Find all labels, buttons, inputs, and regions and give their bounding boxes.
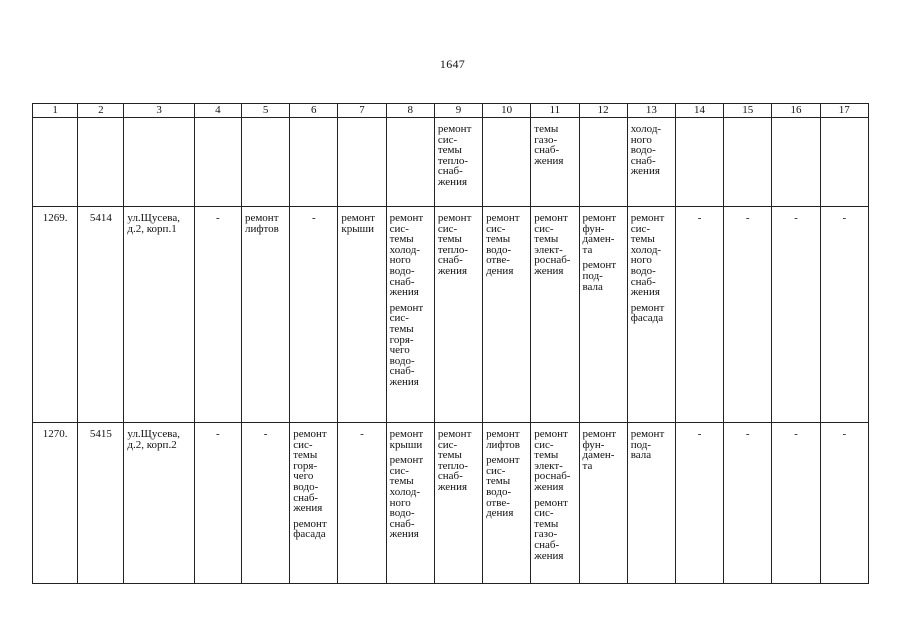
work-item-line: холод- [389,243,420,256]
work-item-line: газо- [534,528,558,541]
address-cell [124,207,194,423]
work-item-line: вала [630,449,652,462]
work-item-line: тепло- [437,243,469,256]
work-item-line: водо- [630,144,656,157]
dash: - [794,428,798,440]
column-header: 2 [78,104,124,118]
work-item-line: крыши [389,438,423,451]
work-item [631,213,673,298]
continuation-cell-12 [579,118,627,207]
column-header: 8 [386,104,434,118]
work-item-line: сис- [437,438,458,451]
work-cell-6 [290,207,338,423]
column-header: 14 [675,104,723,118]
continuation-cell-3 [124,118,194,207]
work-item [438,213,480,277]
work-item-line: лифтов [244,222,279,235]
work-item-line: жения [534,549,564,562]
work-item-line: дения [486,264,514,277]
work-item-line: сис- [389,312,409,325]
work-item-line: ного [389,254,411,267]
repair-register-table [32,103,869,584]
column-header: 9 [434,104,482,118]
work-item-line: темы [437,449,462,462]
dash: - [360,428,364,440]
work-item-line: сис- [437,222,458,235]
work-item-line: жения [389,286,419,299]
work-item-line: снаб- [389,365,415,378]
work-item [631,303,673,324]
work-item-line: крыши [341,222,374,235]
work-item-line: ремонт [630,428,665,440]
column-header: 4 [194,104,241,118]
dash: - [745,212,750,224]
column-header: 10 [483,104,531,118]
work-item [486,455,528,519]
work-item-line: жения [437,480,468,493]
work-item-line: темы [534,449,559,462]
work-item-line: темы [534,123,559,135]
work-item-line: ремонт [486,212,520,224]
work-item [390,213,432,298]
work-item-line: темы [389,233,414,246]
continuation-cell-4 [194,118,241,207]
continuation-cell-16 [772,118,820,207]
work-cell-11 [531,207,579,423]
work-item-line: чего [293,470,314,483]
work-item-line: снаб- [437,254,463,267]
work-item [583,213,625,255]
work-item [341,213,383,234]
work-item-line: сис- [630,222,651,235]
work-item-line: жения [389,375,419,388]
work-item-line: снаб- [630,154,656,167]
work-item-line: сис- [486,222,506,235]
work-item-line: ремонт [582,259,617,272]
work-item-line: жения [534,480,564,493]
work-item-line: темы [486,475,511,488]
row-number-cell [33,207,78,423]
work-item-line: водо- [630,264,656,277]
column-header: 3 [124,104,194,118]
work-item-line: ремонт [630,301,665,314]
work-item-line: жения [437,264,468,277]
work-item-line: ремонт [244,212,279,224]
continuation-cell-8 [386,118,434,207]
work-cell-16 [772,423,820,584]
row-number: 1269. [42,212,68,224]
work-item-line: элект- [534,459,563,472]
work-item-line: жения [630,286,660,299]
work-cell-14 [675,207,723,423]
work-item-line: снаб- [534,144,560,157]
work-item-line: отве- [486,496,510,509]
work-item [631,429,673,461]
work-cell-9 [434,423,482,584]
continuation-cell-7 [338,118,386,207]
work-item-line: снаб- [630,275,656,288]
column-header: 11 [531,104,579,118]
work-item-line: ремонт [341,212,375,224]
work-item-line: темы [293,449,318,462]
continuation-cell-1 [33,118,78,207]
page-number: 1647 [439,57,466,71]
work-item [583,260,625,292]
work-item-line: ного [389,496,411,509]
work-cell-16 [772,207,820,423]
address-line: д.2, корп.1 [127,222,177,235]
work-cell-13 [627,423,675,584]
work-item-line: сис- [293,438,313,451]
work-cell-9 [434,207,482,423]
work-item-line: ного [630,133,652,146]
work-item-line: ремонт [389,428,424,440]
dash: - [216,212,220,224]
object-code: 5415 [89,428,112,440]
work-item-line: ремонт [534,428,568,440]
work-item-line: фун- [582,438,605,451]
work-item-line: ремонт [486,428,520,440]
work-item-line: роснаб- [534,470,571,483]
work-item-line: водо- [486,243,512,256]
work-item-line: та [582,459,593,472]
work-item-line: дамен- [582,449,615,462]
work-item-line: под- [582,269,603,282]
work-item [390,429,432,450]
work-item-line: ремонт [437,123,472,135]
work-item-line: темы [437,233,462,246]
work-item-line: фун- [582,222,605,235]
work-cell-17 [820,207,868,423]
work-item-line: ремонт [389,301,424,314]
work-item-line: дамен- [582,233,615,246]
address-line: д.2, корп.2 [127,438,177,451]
continuation-cell-17 [820,118,868,207]
work-item-line: жения [437,175,468,188]
work-item-line: ного [630,254,652,267]
work-item-line: тепло- [437,459,469,472]
table-row [33,423,869,584]
work-item-line: горя- [389,333,414,346]
work-item-line: снаб- [437,165,463,178]
work-item-line: лифтов [486,438,520,451]
column-header: 1 [33,104,78,118]
work-item-line: снаб- [437,470,463,483]
dash: - [794,212,798,224]
work-item-line: сис- [534,507,554,520]
continuation-cell-9 [434,118,482,207]
work-item [534,498,576,562]
work-cell-15 [724,423,772,584]
work-item-line: жения [389,528,419,541]
work-cell-5 [241,423,289,584]
work-item-line: водо- [389,264,415,277]
work-cell-7 [338,423,386,584]
work-item-line: водо- [389,507,415,520]
work-item-line: ремонт [630,212,665,224]
work-item-line: темы [389,475,414,488]
work-item-line: ремонт [293,428,327,440]
continuation-cell-10 [483,118,531,207]
work-item [486,429,528,450]
work-cell-6 [290,423,338,584]
column-number-row [33,104,869,118]
column-header: 6 [290,104,338,118]
work-item [534,429,576,493]
continuation-cell-14 [675,118,723,207]
work-item-line: темы [630,233,655,246]
column-header: 7 [338,104,386,118]
continuation-cell-6 [290,118,338,207]
work-item-line: тепло- [437,154,469,167]
continuation-cell-13 [627,118,675,207]
continuation-cell-15 [724,118,772,207]
column-header: 13 [627,104,675,118]
dash: - [745,428,750,440]
work-cell-10 [483,423,531,584]
work-item-line: водо- [293,480,319,493]
work-item [438,124,480,188]
work-item-line: жения [630,165,660,178]
work-item-line: темы [389,322,414,335]
work-item-line: элект- [534,243,563,256]
work-cell-12 [579,423,627,584]
work-item [534,213,576,277]
work-item-line: темы [534,517,559,530]
row-number-cell [33,423,78,584]
dash: - [842,428,847,440]
work-item-line: сис- [389,222,409,235]
continuation-row [33,118,869,207]
work-item-line: темы [437,144,462,157]
work-item [583,429,625,471]
work-item-line: снаб- [389,517,415,530]
work-item-line: водо- [486,485,512,498]
work-item-line: снаб- [534,538,560,551]
object-code: 5414 [89,212,112,224]
continuation-cell-11 [531,118,579,207]
work-item [534,124,576,166]
work-item-line: сис- [534,222,554,235]
work-item-line: сис- [534,438,554,451]
object-code-cell [78,423,124,584]
work-item [438,429,480,493]
work-item-line: ремонт [389,212,424,224]
work-cell-17 [820,423,868,584]
column-header: 5 [241,104,289,118]
work-item [245,213,287,234]
column-header: 17 [820,104,868,118]
work-item-line: темы [486,233,511,246]
work-item-line: ремонт [534,496,568,509]
work-item-line: ремонт [486,454,520,467]
work-item-line: сис- [437,133,458,146]
work-item-line: ремонт [293,517,327,530]
work-item-line: водо- [389,354,415,367]
dash: - [216,428,220,440]
continuation-cell-5 [241,118,289,207]
dash: - [311,212,316,224]
work-item-line: газо- [534,133,558,146]
table-row [33,207,869,423]
column-header: 15 [724,104,772,118]
work-item-line: та [582,243,593,256]
work-item [390,455,432,540]
work-cell-13 [627,207,675,423]
work-item-line: жения [534,264,564,277]
row-number: 1270. [42,428,68,440]
address-cell [124,423,194,584]
continuation-cell-2 [78,118,124,207]
work-cell-7 [338,207,386,423]
work-item-line: фасада [293,528,326,541]
work-cell-5 [241,207,289,423]
work-item-line: снаб- [389,275,415,288]
work-item-line: холод- [630,243,662,256]
work-item-line: снаб- [293,491,319,504]
work-item-line: чего [389,344,410,357]
work-cell-15 [724,207,772,423]
column-header: 12 [579,104,627,118]
address-line: ул.Щусева, [127,428,180,440]
work-item-line: ремонт [389,454,424,467]
work-cell-4 [194,207,241,423]
work-item-line: горя- [293,459,318,472]
work-item-line: сис- [389,464,409,477]
work-item-line: ремонт [582,428,617,440]
work-item-line: темы [534,233,559,246]
work-cell-14 [675,423,723,584]
work-cell-12 [579,207,627,423]
work-item [631,124,673,177]
work-cell-4 [194,423,241,584]
work-item-line: холод- [630,123,662,135]
work-item-line: роснаб- [534,254,571,267]
work-item [390,303,432,388]
work-item-line: вала [582,280,603,293]
work-item-line: жения [293,502,323,515]
work-cell-10 [483,207,531,423]
address-line: ул.Щусева, [127,212,180,224]
work-item-line: ремонт [437,428,472,440]
work-item [293,519,335,540]
work-item-line: под- [630,438,652,451]
work-item-line: отве- [486,254,510,267]
work-item [293,429,335,514]
dash: - [697,212,702,224]
work-item-line: сис- [486,464,506,477]
dash: - [263,428,268,440]
work-cell-8 [386,423,434,584]
work-item-line: ремонт [534,212,568,224]
work-item-line: холод- [389,485,420,498]
work-item-line: ремонт [582,212,617,224]
work-cell-11 [531,423,579,584]
work-item [486,213,528,277]
work-item-line: дения [486,507,514,520]
work-item-line: ремонт [437,212,472,224]
column-header: 16 [772,104,820,118]
work-item-line: фасада [630,312,664,325]
dash: - [842,212,847,224]
object-code-cell [78,207,124,423]
dash: - [697,428,702,440]
work-item-line: жения [534,154,564,167]
work-cell-8 [386,207,434,423]
